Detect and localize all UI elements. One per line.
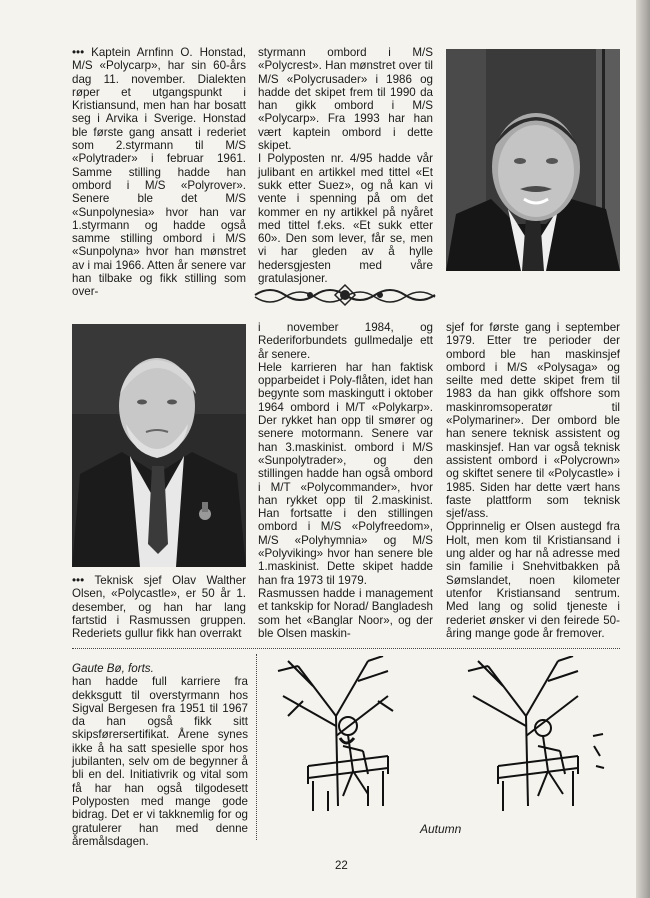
autumn-cartoon	[268, 656, 613, 824]
olsen-paragraph-col3: sjef for første gang i september 1979. Etter tre perioder der ombord ble han maskinsjef ombord i M/S «Polysaga» og seilte med dette skipet frem til 1983 da han gikk offshore som maskinromsoperatør til «Polymariner». Der ombord ble han senere teknisk assistent og maskinsjef. Han var også teknisk assistent ombord i «Polycrown» og skiftet senere til «Polycastle» i 1985. Siden har dette vært hans faste plattform som teknisk sjef/ass. Opprinnelig er Olsen austegd fra Holt, men kom til Kristiansand i ung alder og har nå adresse med sin familie i Snehvitbakken på Sømslandet, noen kilometer utenfor Kristiansand sentrum. Med lang og solid tjeneste i rederiet ønsker vi den feirede 50-åring mange gode år fremover.	[446, 321, 620, 640]
olsen-photo	[72, 324, 246, 567]
ornament-divider	[250, 283, 440, 307]
page-edge	[636, 0, 650, 898]
bo-byline: Gaute Bø, forts.	[72, 662, 154, 675]
olsen-paragraph: ••• Teknisk sjef Olav Walther Olsen, «Polycastle», er 50 år 1. desember, og han har lang fartstid i Rasmussen gruppen. Rederiets gullur fikk han overrakt	[72, 574, 246, 641]
honstad-paragraph-cont: styrmann ombord i M/S «Polycrest». Han mønstret over til M/S «Polycrusader» i 1986 og hadde det skipet frem til 1990 da han gikk ombord i M/S «Polycarp». Fra 1993 har han vært kaptein ombord i dette skipet. I Polyposten nr. 4/95 hadde vår julibant en artikkel med tittel «Et sukk etter Suez», og nå kan vi vente i spenning på om det kommer en ny artikkel på nyåret med tittel f.eks. «Et sukk etter 60». Den som lever, får se, men vi har gleden av å hylle hedersgjesten med våre gratulasjoner.	[258, 46, 433, 286]
cartoon-caption: Autumn	[420, 822, 462, 836]
section-divider	[72, 648, 620, 649]
bo-paragraph: Gaute Bø, forts. han hadde full karriere fra dekksgutt til overstyrmann hos Sigval Bergesen fra 1951 til 1967 da han også fikk sitt skipsførersertifikat. Årene synes ikke å ha satt spesielle spor hos jubilanten, selv om de begynner å bli en del. Initiativrik og vital som få har han også tilgodesett Polyposten med mange gode bidrag. Det er vi takknemlig for og gratulerer han med denne åremålsdagen.	[72, 662, 248, 848]
honstad-paragraph: ••• Kaptein Arnfinn O. Honstad, M/S «Polycarp», har sin 60-års dag 11. november. Dialekten røper et utgangspunkt i Kristiansund, men han har bosatt seg i Arvika i Sverige. Honstad ble første gang ansatt i rederiet som 2.styrmann til M/S «Polytrader» i februar 1961. Samme stilling hadde han ombord i M/S «Polyrover». Senere ble det M/S «Sunpolynesia» hvor han var 1.styrmann og hadde også samme stilling ombord i M/S «Sunpolyna» hvor han mønstret av i mai 1966. Atten år senere var han tilbake og fikk stilling som over-	[72, 46, 246, 299]
column-divider	[256, 654, 257, 840]
honstad-photo	[446, 49, 620, 271]
olsen-paragraph-cont: i november 1984, og Rederiforbundets gullmedalje ett år senere. Hele karrieren har han faktisk opparbeidet i Poly-flåten, idet han begynte som maskingutt i oktober 1964 ombord i M/T «Polykarp». Der rykket han opp til smører og senere motormann. Senere var han 3.maskinist. ombord i M/S «Sunpolytrader», og den stillingen hadde han også ombord i M/T «Polycommander», hvor han rykket opp til 2.maskinist. Han fortsatte i den stillingen ombord i M/S «Polyfreedom», M/S «Polyhymnia» og M/S «Polyviking» hvor han senere ble 1.maskinist. Dette skipet hadde han fra 1973 til 1979. Rasmussen hadde i management et tankskip for Norad/ Bangladesh som het «Banglar Noor», og der ble Olsen maskin-	[258, 321, 433, 640]
page-number: 22	[335, 860, 348, 872]
